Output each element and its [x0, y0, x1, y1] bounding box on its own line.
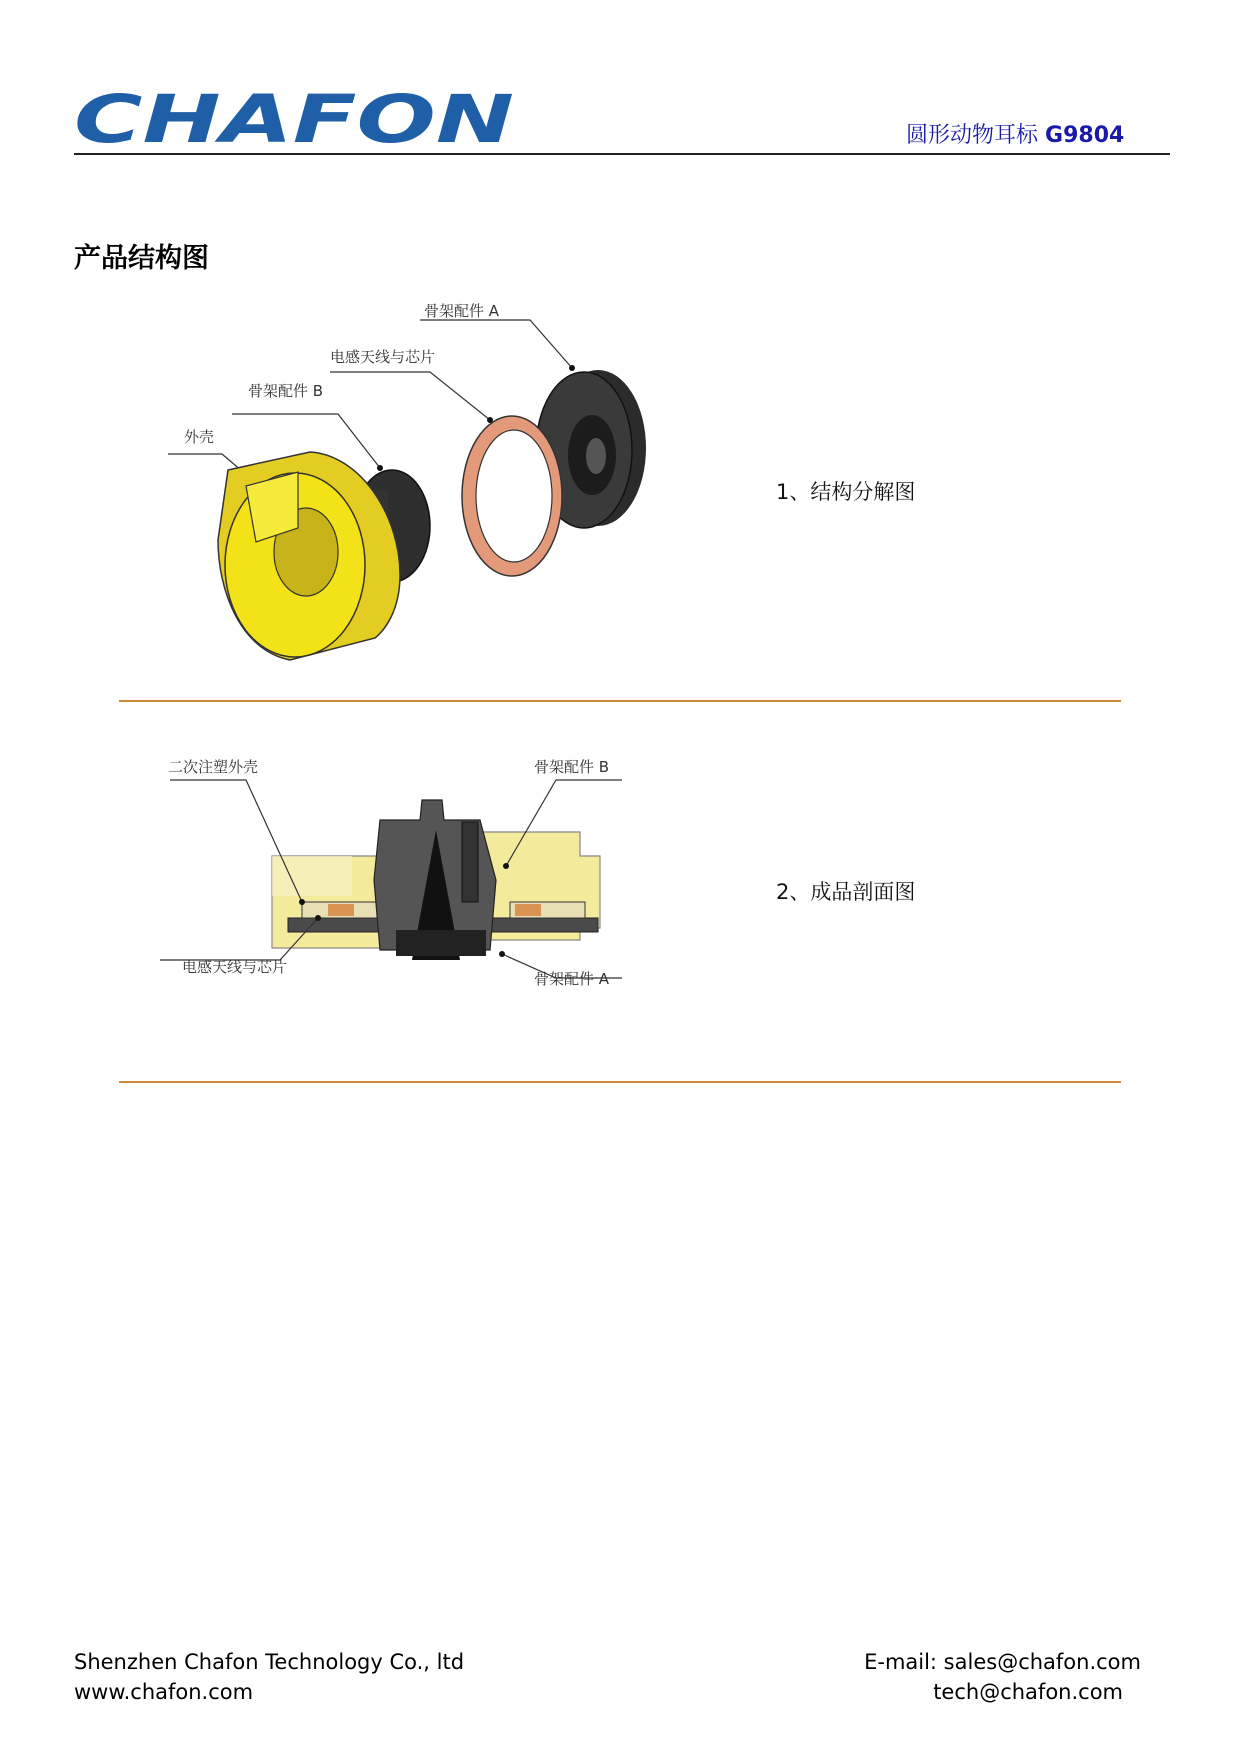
footer-company: Shenzhen Chafon Technology Co., ltd	[74, 1650, 465, 1674]
logo-text: CHAFON	[74, 86, 514, 152]
label-antenna-chip-section: 电感天线与芯片	[182, 958, 288, 976]
section-title: 产品结构图	[74, 243, 209, 274]
figure1-caption: 1、结构分解图	[776, 480, 916, 504]
antenna-ring-part	[462, 416, 562, 576]
section-divider	[119, 700, 1121, 702]
company-logo	[74, 86, 520, 152]
exploded-view-figure	[160, 290, 720, 670]
label-overmold-shell: 二次注塑外壳	[168, 758, 259, 776]
product-title: 圆形动物耳标	[906, 123, 1039, 148]
label-shell: 外壳	[184, 428, 215, 446]
footer-website[interactable]: www.chafon.com	[74, 1680, 254, 1704]
footer-email-tech[interactable]: tech@chafon.com	[933, 1680, 1123, 1704]
footer-email-sales[interactable]: E-mail: sales@chafon.com	[864, 1650, 1141, 1674]
label-bobbin-b: 骨架配件 B	[248, 382, 324, 400]
label-bobbin-a: 骨架配件 A	[424, 302, 500, 320]
figure2-caption: 2、成品剖面图	[776, 880, 916, 904]
section-divider	[119, 1081, 1121, 1083]
product-model: G9804	[1045, 123, 1125, 148]
header-rule	[74, 153, 1170, 155]
label-bobbin-b-section: 骨架配件 B	[534, 758, 610, 776]
header-product-title	[906, 118, 1124, 149]
label-bobbin-a-section: 骨架配件 A	[534, 970, 610, 988]
label-antenna-chip: 电感天线与芯片	[330, 348, 436, 366]
